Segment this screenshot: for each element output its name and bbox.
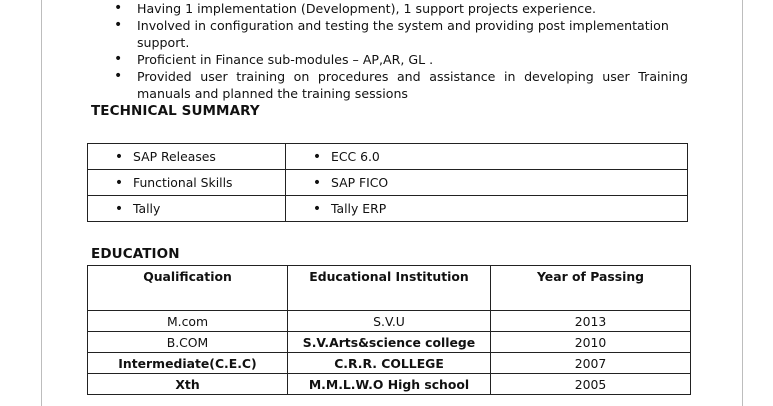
institution-cell: C.R.R. COLLEGE: [288, 353, 491, 374]
bullet-icon: •: [114, 148, 124, 165]
table-row: [88, 144, 688, 170]
education-table: [87, 265, 691, 395]
table-cell: [88, 170, 286, 196]
list-item: [113, 51, 688, 68]
bullet-icon: •: [312, 200, 322, 217]
year-cell: 2005: [491, 374, 691, 395]
bullet-icon: •: [114, 51, 123, 67]
table-cell: [286, 170, 688, 196]
experience-bullet-list: [113, 0, 688, 102]
technical-summary-table: [87, 143, 688, 222]
list-item-text: Provided user training on procedures and assistance in developing user Training manuals and planned the training sessions: [137, 69, 688, 101]
table-cell: [88, 196, 286, 222]
table-cell: [286, 144, 688, 170]
bullet-icon: •: [114, 200, 124, 217]
list-item: [113, 0, 688, 17]
table-row: [88, 374, 691, 395]
column-header-qualification: Qualification: [88, 266, 288, 311]
technical-summary-heading: TECHNICAL SUMMARY: [91, 103, 260, 119]
institution-cell: S.V.Arts&science college: [288, 332, 491, 353]
list-item: [113, 68, 688, 102]
qualification-cell: M.com: [88, 311, 288, 332]
education-heading: EDUCATION: [91, 246, 180, 262]
table-row: [88, 353, 691, 374]
skill-value: ECC 6.0: [331, 148, 380, 164]
bullet-icon: •: [114, 17, 123, 33]
skill-value: Tally ERP: [331, 200, 387, 216]
list-item-text: Proficient in Finance sub-modules – AP,AR, GL .: [137, 52, 434, 67]
institution-cell: M.M.L.W.O High school: [288, 374, 491, 395]
table-cell: [88, 144, 286, 170]
list-item-text: Involved in configuration and testing the system and providing post implementation support.: [137, 18, 669, 50]
table-row: [88, 196, 688, 222]
year-cell: 2007: [491, 353, 691, 374]
list-item-text: Having 1 implementation (Development), 1 support projects experience.: [137, 1, 596, 16]
table-row: [88, 170, 688, 196]
bullet-icon: •: [312, 148, 322, 165]
qualification-cell: B.COM: [88, 332, 288, 353]
column-header-institution: Educational Institution: [288, 266, 491, 311]
year-cell: 2013: [491, 311, 691, 332]
table-header-row: [88, 266, 691, 311]
bullet-icon: •: [114, 0, 123, 16]
bullet-icon: •: [114, 174, 124, 191]
table-row: [88, 311, 691, 332]
year-cell: 2010: [491, 332, 691, 353]
bullet-icon: •: [114, 68, 123, 84]
qualification-cell: Xth: [88, 374, 288, 395]
skill-label: SAP Releases: [133, 148, 216, 164]
skill-label: Tally: [133, 200, 161, 216]
skill-label: Functional Skills: [133, 174, 233, 190]
bullet-icon: •: [312, 174, 322, 191]
list-item: [113, 17, 688, 51]
table-row: [88, 332, 691, 353]
skill-value: SAP FICO: [331, 174, 389, 190]
qualification-cell: Intermediate(C.E.C): [88, 353, 288, 374]
page-margin-left-line: [41, 0, 42, 406]
page-margin-right-line: [742, 0, 743, 406]
column-header-year: Year of Passing: [491, 266, 691, 311]
table-cell: [286, 196, 688, 222]
institution-cell: S.V.U: [288, 311, 491, 332]
